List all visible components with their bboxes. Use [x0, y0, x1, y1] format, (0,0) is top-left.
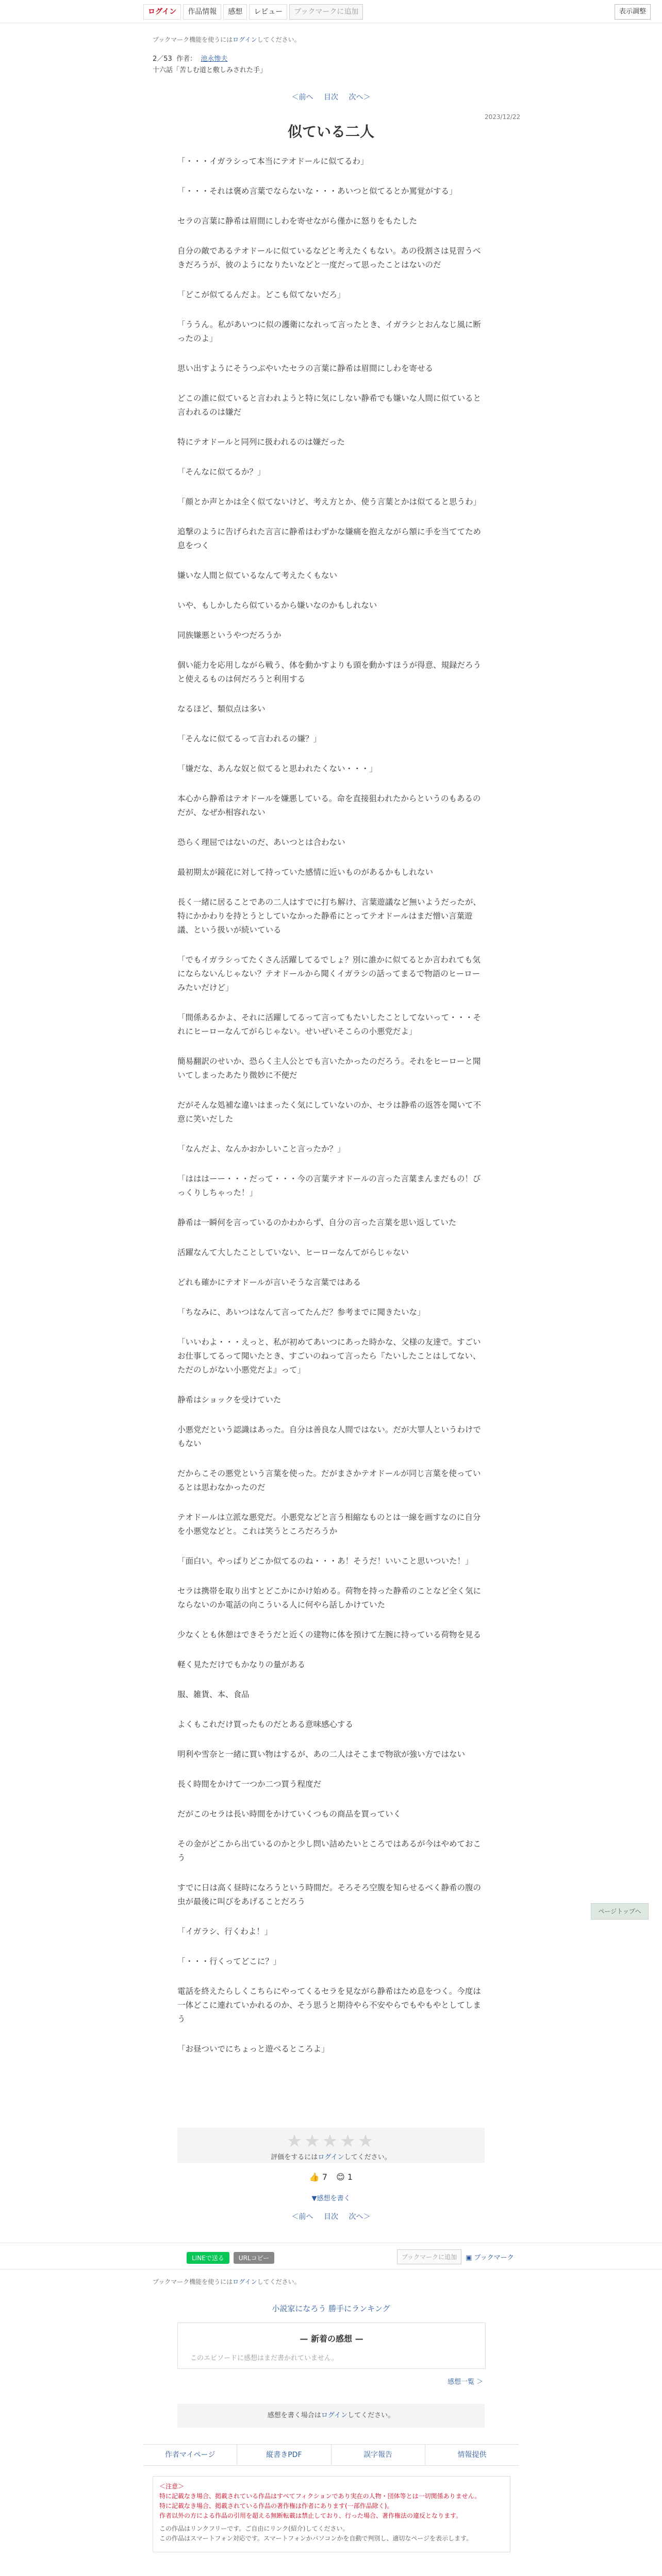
bookmark-login-notice-bottom: [153, 2277, 301, 2286]
body-paragraph: 「ちなみに、あいつはなんて言ってたんだ？参考までに聞きたいな」: [177, 1308, 425, 1317]
top-bar: [0, 0, 662, 23]
body-paragraph: 「お昼ついでにちょっと遊べるところよ」: [177, 2044, 329, 2054]
episode-title: 似ている二人: [287, 123, 374, 140]
body-paragraph: 小悪党だという認識はあった。自分は善良な人間ではない。だが大罪人というわけでもない: [177, 1425, 481, 1448]
body-paragraph: 「はははーー・・・だって・・・今の言葉テオドールの言った言葉まんまだもの！びっくりしちゃった！」: [177, 1174, 481, 1197]
episode-body: [177, 155, 485, 2072]
body-paragraph: 静希は一瞬何を言っているのかわからず、自分の言った言葉を思い返していた: [177, 1218, 457, 1227]
line-share-button[interactable]: LINEで送る: [187, 2252, 229, 2264]
body-paragraph: 同族嫌悪というやつだろうか: [177, 631, 282, 640]
info-line: この作品はリンクフリーです。ご自由にリンク(紹介)してください。: [159, 2525, 349, 2532]
notice-login-link[interactable]: ログイン: [233, 36, 257, 43]
body-paragraph: 活躍なんて大したことしていない、ヒーローなんてがらじゃない: [177, 1248, 409, 1257]
body-paragraph: 恐らく理屈ではないのだ、あいつとは合わない: [177, 838, 345, 847]
thumbs-up-reaction[interactable]: 👍 7: [309, 2172, 328, 2182]
next-link[interactable]: 次へ＞: [349, 93, 371, 101]
body-paragraph: 「・・・それは褒め言葉でならないな・・・あいつと似てるとか罵覚がする」: [177, 187, 457, 196]
body-paragraph: 「イガラシ、行くわよ！」: [177, 1927, 273, 1936]
next-link[interactable]: 次へ＞: [349, 2213, 371, 2221]
episode-meta: [153, 54, 267, 76]
bookmark-link[interactable]: ▣ ブックマーク: [466, 2254, 514, 2262]
vertical-pdf-link[interactable]: 縦書きPDF: [237, 2445, 331, 2465]
smile-reaction[interactable]: 😊 1: [336, 2172, 353, 2182]
url-copy-button[interactable]: URLコピー: [234, 2252, 274, 2264]
body-paragraph: 「嫌だな、あんな奴と似てると思われたくない・・・」: [177, 764, 377, 773]
body-paragraph: 「間係あるかよ、それに活躍してるって言ってもたいしたことしてないって・・・それにヒーローなんてがらじゃない。せいぜいそこらの小悪党だよ」: [177, 1013, 482, 1036]
display-settings-button[interactable]: 表示調整: [615, 4, 651, 20]
author-link[interactable]: 池永惨夫: [201, 55, 228, 63]
rating-box: [177, 2128, 485, 2163]
new-impressions-box: [177, 2323, 486, 2369]
body-paragraph: 明利や雪奈と一緒に買い物はするが、あの二人はそこまで物欲が強い方ではない: [177, 1750, 466, 1759]
body-paragraph: よくもこれだけ買ったものだとある意味感心する: [177, 1720, 354, 1729]
bookmark-area: [397, 2249, 514, 2264]
body-paragraph: 特にテオドールと同列に扱われるのは嫌だった: [177, 437, 345, 447]
body-paragraph: 「なんだよ、なんかおかしいこと言ったか？」: [177, 1144, 345, 1154]
notice-text: ブックマーク機能を使うには: [153, 36, 233, 43]
notice-login-link[interactable]: ログイン: [233, 2278, 257, 2285]
work-links: [143, 2444, 519, 2466]
body-paragraph: 簡易翻訳のせいか、恐らく主人公とでも言いたかったのだろう。それをヒーローと聞いてしまったあたり微妙に不便だ: [177, 1057, 481, 1080]
body-paragraph: 「でもイガラシってたくさん活躍してるでしょ？別に誰かに似てるとか言われても気にならないんじゃない？テオドールから聞くイガラシの話ってまるで物語のヒーローみたいだけど」: [177, 955, 481, 992]
info-line: この作品はスマートフォン対応です。スマートフォンかパソコンかを自動で判別し、適切なページを表示します。: [159, 2535, 473, 2542]
top-bar-nav: [143, 4, 363, 20]
body-paragraph: その金がどこから出ているのかと少し問い詰めたいところではあるが今はやめておこう: [177, 1839, 481, 1862]
write-impression-box: [177, 2404, 485, 2428]
impressions-button[interactable]: 感想: [223, 4, 247, 20]
write-box-text: してください。: [347, 2412, 395, 2419]
review-button[interactable]: レビュー: [249, 4, 287, 20]
episode-progress: 2／53: [153, 55, 172, 63]
body-paragraph: 嫌いな人間と似ているなんて考えたくもない: [177, 571, 338, 580]
body-paragraph: 「・・・行くってどこに？」: [177, 1957, 282, 1966]
author-label: 作者：: [176, 55, 197, 63]
info-submit-link[interactable]: 情報提供: [457, 2451, 487, 2459]
body-paragraph: 「いいわよ・・・えっと、私が初めてあいつにあった時かな、父様の友達で。すごいお仕事してるって聞いたとき、すごいのねって言ったら『たいしたことはしてない、ただのしがない小悪党だよ』って」: [177, 1337, 481, 1375]
bookmark-add-button-bottom[interactable]: ブックマークに追加: [397, 2249, 461, 2264]
body-paragraph: 電話を終えたらしくこちらにやってくるセラを見ながら静希はため息をつく。今度は一体どこに連れていかれるのか、そう思うと期待やら不安やらでもやもやとしてしまう: [177, 1987, 481, 2024]
body-paragraph: 「そんなに似てるか？」: [177, 467, 266, 477]
prev-link[interactable]: ＜前へ: [291, 93, 313, 101]
body-paragraph: だがこのセラは長い時間をかけていくつもの商品を買っていく: [177, 1809, 402, 1819]
rating-login-link[interactable]: ログイン: [318, 2154, 344, 2161]
warning-line: 特に記載なき場合、掲載されている作品はすべてフィクションであり実在の人物・団体等とは一切関係ありません。: [159, 2493, 481, 2500]
episode-nav-top: [0, 92, 662, 102]
rating-stars[interactable]: ★★★★★: [286, 2131, 376, 2151]
body-paragraph: 「そんなに似てるって言われるの嫌？」: [177, 734, 322, 743]
body-paragraph: 最初期太が鏡花に対して持っていた感情に近いものがあるかもしれない: [177, 868, 434, 877]
body-paragraph: 少なくとも休憩はできそうだと近くの建物に体を預けて左腕に持っている荷物を見る: [177, 1630, 482, 1639]
bookmark-login-notice: [153, 35, 301, 44]
body-paragraph: すでに日は高く昼時になろうという時間だ。そろそろ空腹を知らせるべく静希の腹の虫が最後に叫びをあげることだろう: [177, 1883, 482, 1906]
impressions-list-link[interactable]: 感想一覧 ＞: [448, 2378, 484, 2386]
body-paragraph: 「どこが似てるんだよ。どこも似てないだろ」: [177, 290, 345, 299]
notice-heading: ＜注意＞: [159, 2483, 185, 2490]
write-box-text: 感想を書く場合は: [267, 2412, 321, 2419]
body-paragraph: だがそんな処補な違いはまったく気にしていないのか、セラは静希の返答を聞いて不意に笑いだした: [177, 1100, 482, 1124]
author-mypage-link[interactable]: 作者マイページ: [143, 2445, 237, 2465]
body-paragraph: 本心から静希はテオドールを嫌悪している。命を直接狙われたからというのもあるのだが、なぜか相容れない: [177, 794, 481, 817]
toc-link[interactable]: 目次: [324, 93, 338, 101]
warning-line: 特に記載なき場合、掲載されている作品の著作権は作者にあります(一部作品除く)。: [159, 2502, 393, 2510]
body-paragraph: 服、雑貨、本、食品: [177, 1690, 250, 1699]
page-top-button[interactable]: ページトップへ: [591, 1903, 649, 1920]
typo-report-link[interactable]: 誤字報告: [332, 2445, 425, 2465]
ranking-banner-link[interactable]: 小説家になろう 勝手にランキング: [272, 2304, 390, 2313]
body-paragraph: 長く時間をかけて一つか二つ買う程度だ: [177, 1780, 322, 1789]
body-paragraph: 長く一緒に居ることであの二人はすでに打ち解け、言葉遊議など無いようだったが、特にかかわりを持とうとしていなかった静希にとってテオドールはまだ憎い言葉遊議、という扱いが続いている: [177, 897, 481, 935]
body-paragraph: 「・・・イガラシって本当にテオドールに似てるわ」: [177, 157, 369, 166]
body-paragraph: いや、もしかしたら似ているから嫌いなのかもしれない: [177, 601, 377, 610]
body-paragraph: 追撃のように告げられた言言に静希はわずかな嫌痛を抱えながら額に手を当ててため息をつく: [177, 527, 482, 550]
rating-text: 評価をするには: [271, 2154, 318, 2161]
body-paragraph: セラは携帯を取り出すとどこかにかけ始める。荷物を持った静希のことなど全く気にならないのか電話の向こういる人に何やら話しかけていた: [177, 1586, 482, 1609]
no-impressions-text: このエピソードに感想はまだ書かれていません。: [190, 2354, 338, 2362]
body-paragraph: テオドールは立派な悪党だ。小悪党などと言う相縮なものとは一線を画すなのに自分を小悪党などと。これは笑うところだろうか: [177, 1513, 481, 1536]
body-paragraph: なるほど、類似点は多い: [177, 704, 266, 714]
body-paragraph: 「面白い。やっぱりどこか似てるのね・・・あ！そうだ！いいこと思いついた！」: [177, 1556, 473, 1566]
work-info-button[interactable]: 作品情報: [183, 4, 221, 20]
rating-text: してください。: [344, 2154, 391, 2161]
episode-nav-bottom: [0, 2211, 662, 2222]
rating-login-notice: [177, 2151, 485, 2161]
notice-text: してください。: [257, 36, 301, 43]
login-button[interactable]: ログイン: [143, 4, 181, 20]
warning-line: 作者以外の方による作品の引用を超える無断転載は禁止しており、行った場合、著作権法の違反となります。: [159, 2512, 462, 2519]
body-paragraph: どこの誰に似ていると言われようと特に気にしない静希でも嫌いな人間に似ていると言われるのは嫌だ: [177, 394, 482, 417]
body-paragraph: 「ううん。私があいつに似の護衛になれって言ったとき、イガラシとおんなじ風に断ったのよ」: [177, 320, 481, 343]
body-paragraph: セラの言葉に静希は眉間にしわを寄せながら僅かに怒りをもたした: [177, 216, 418, 226]
write-box-login-link[interactable]: ログイン: [321, 2412, 348, 2419]
notice-text: ブックマーク機能を使うには: [153, 2278, 233, 2285]
write-impression-link[interactable]: ▼感想を書く: [311, 2195, 351, 2202]
body-paragraph: 個い能力を応用しながら戦う、体を動かすよりも頭を動かすほうが得意、規録だろうと使えるものは何だろうと利用する: [177, 660, 482, 684]
body-paragraph: だからこその悪党という言葉を使った。だがまさかテオドールが同じ言葉を使っているとは思わなかったのだ: [177, 1469, 481, 1492]
chapter-title: 十六話「苦しむ道と敷しみされた手」: [153, 66, 267, 74]
body-paragraph: 「顔とか声とかは全く似てないけど、考え方とか、使う言葉とかは似てると思うわ」: [177, 497, 482, 506]
episode-date: 2023/12/22: [485, 113, 521, 121]
body-paragraph: 思い出すようにそうつぶやいたセラの言葉に静希は眉間にしわを寄せる: [177, 364, 434, 373]
notice-text: してください。: [257, 2278, 301, 2285]
body-paragraph: どれも確かにテオドールが言いそうな言葉ではある: [177, 1278, 361, 1287]
toc-link[interactable]: 目次: [324, 2213, 338, 2221]
body-paragraph: 軽く見ただけでもかなりの量がある: [177, 1660, 306, 1669]
new-impressions-heading: — 新着の感想 —: [300, 2334, 363, 2344]
notice-box: [153, 2476, 510, 2552]
body-paragraph: 静希はショックを受けていた: [177, 1395, 282, 1404]
share-buttons: [187, 2252, 274, 2264]
prev-link[interactable]: ＜前へ: [291, 2213, 313, 2221]
bookmark-add-button[interactable]: ブックマークに追加: [289, 4, 363, 20]
reactions: [0, 2172, 662, 2182]
bookmark-label: ブックマーク: [474, 2254, 514, 2262]
body-paragraph: 自分の敵であるテオドールに似ているなどと考えたくもない。あの役割さは見習うべきだろうが、彼のようになりたいなどと一度だって思ったことはないのだ: [177, 246, 481, 269]
